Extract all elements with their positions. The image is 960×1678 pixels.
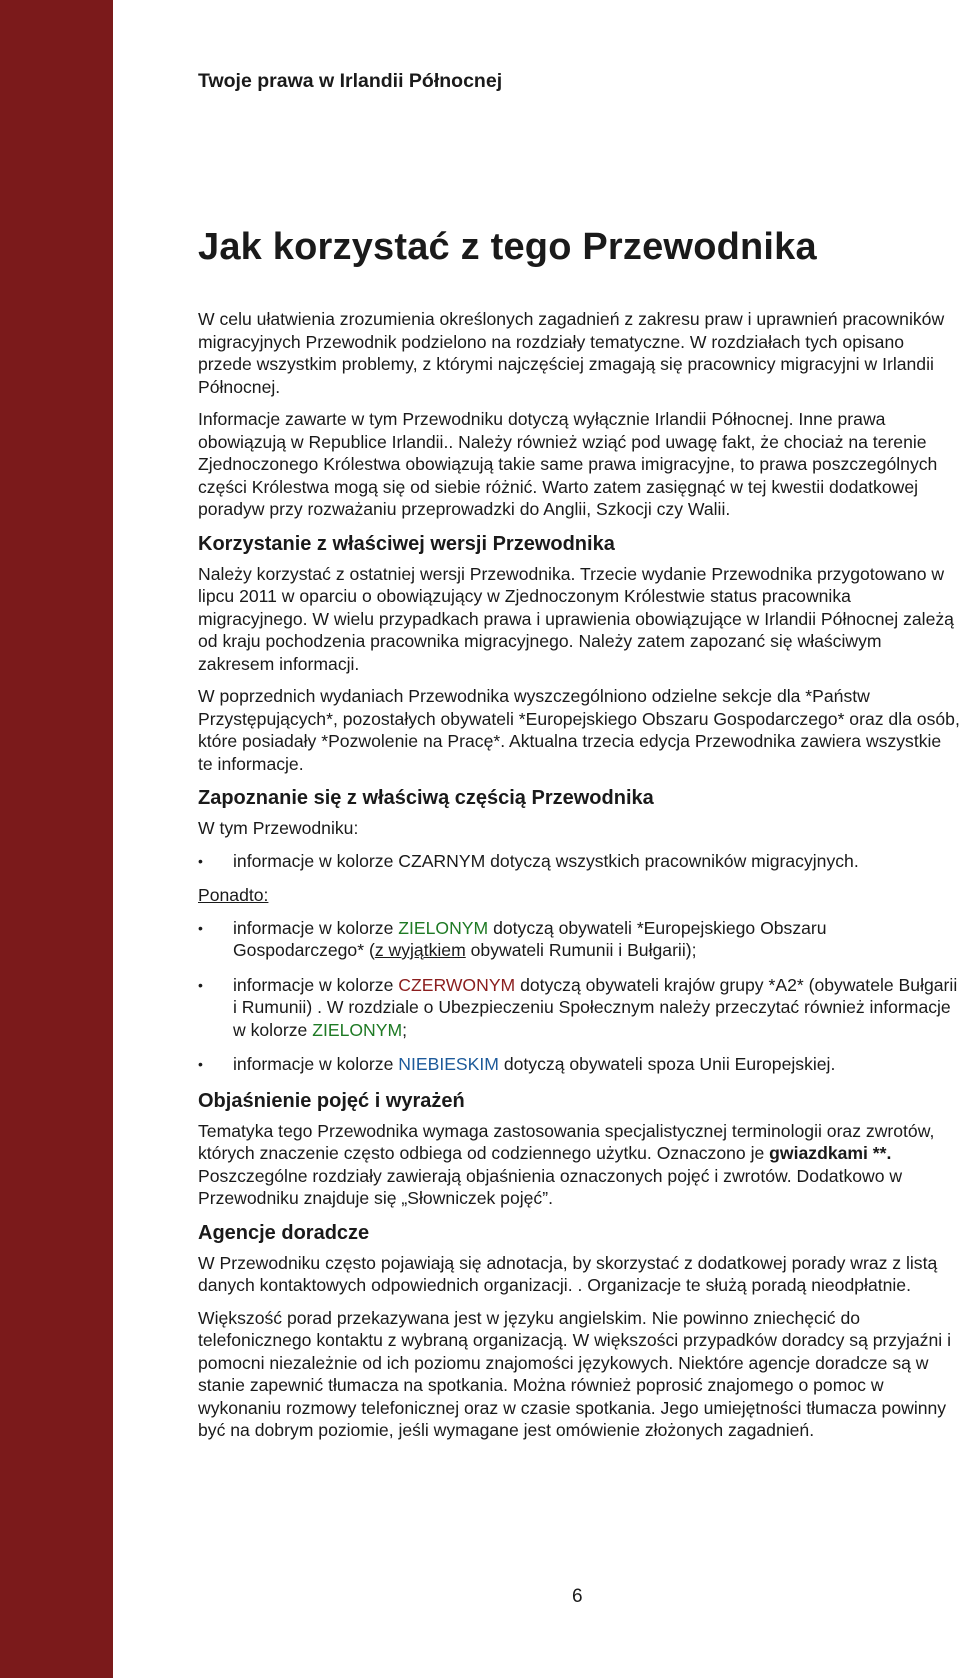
terms-pre: Tematyka tego Przewodnika wymaga zastosowania specjalistycznej terminologii oraz zwrotów, których znaczenie często odbiega od codziennego użytku. Oznaczono je (198, 1120, 935, 1163)
color-word-green: ZIELONYM (398, 917, 489, 938)
section-heading-agencies: Agencje doradcze (198, 1221, 370, 1244)
section-heading-version: Korzystanie z właściwej wersji Przewodnika (198, 532, 615, 555)
intro-paragraph-1: W celu ułatwienia zrozumienia określonych zagadnień z zakresu praw i uprawnień pracowników migracyjnych Przewodnik podzielono na rozdziały tematyczne. W rozdziałach tych opisano przede wszystkim problemy, z którymi najczęściej zmagają się pracownicy migracyjni w Irlandii Północnej. (198, 309, 945, 397)
terms-post: Poszczególne rozdziały zawierają objaśnienia oznaczonych pojęć i zwrotów. Dodatkowo w Przewodniku znajduje się „Słowniczek pojęć”. (198, 1165, 903, 1208)
bullet-icon: • (198, 919, 203, 936)
item-red-post: ; (402, 1019, 408, 1040)
item-red-mid: dotyczą obywateli krajów grupy *A2* (obywatele Bułgarii i Rumunii) . W rozdziale o Ubezpieczeniu Społecznym należy przeczytać również informacje w kolorze (233, 974, 958, 1040)
list-item-blue (198, 1053, 960, 1076)
item-green-mid: dotyczą obywateli *Europejskiego Obszaru Gospodarczego* ( (233, 917, 827, 960)
terms-bold: gwiazdkami **. (769, 1143, 892, 1163)
agencies-paragraph-2: Większość porad przekazywana jest w języku angielskim. Nie powinno zniechęcić do telefonicznego kontaktu z wybraną organizacją. W większości przypadków doradcy są przyjaźni i pomocni niezależnie od ich poziomu znajomości językowych. Niektóre agencje doradcze są w stanie zapewnić tłumacza na spotkania. Można również poprosić znajomego o pomoc w wykonaniu rozmowy telefonicznej oraz w czasie spotkania. Jego umiejętności tłumacza powinny być na dobrym poziomie, jeśli wymagane jest omówienie złożonych zagadnień. (198, 1307, 951, 1440)
page-number: 6 (572, 1586, 583, 1607)
item-blue-post: dotyczą obywateli spoza Unii Europejskiej. (498, 1054, 836, 1074)
color-legend-list (198, 917, 960, 1076)
agencies-paragraph-1: W Przewodniku często pojawiają się adnotacja, by skorzystać z dodatkowej porady wraz z listą danych kontaktowych odpowiednich organizacji. . Organizacje te służą poradą nieodpłatnie. (198, 1252, 938, 1295)
list-item-green (198, 917, 960, 962)
bullet-icon: • (198, 1056, 203, 1072)
part-lead: W tym Przewodniku: (198, 818, 359, 838)
list-item-red (198, 974, 960, 1042)
bullet-icon: • (198, 852, 203, 869)
intro-paragraph-2: Informacje zawarte w tym Przewodniku dotyczą wyłącznie Irlandii Północnej. Inne prawa obowiązują w Republice Irlandii.. Należy również wziąć pod uwagę fakt, że chociaż na terenie Zjednoczonego Królestwa obowiązują takie same prawa imigracyjne, to prawa poszczególnych części Królestwa mogą się od siebie różnić. Warto zatem zasięgnąć w tej kwestii dodatkowej poradyw przy rozważaniu przeprowadzki do Anglii, Szkocji czy Walii. (198, 409, 938, 519)
decorative-sidebar-band (0, 0, 113, 1678)
item-red-pre: informacje w kolorze (233, 974, 399, 995)
item-blue-pre: informacje w kolorze (233, 1054, 399, 1074)
also-label: Ponadto: (198, 885, 269, 905)
bullet-icon: • (198, 976, 203, 993)
item-green-pre: informacje w kolorze (233, 917, 399, 938)
section-heading-terms: Objaśnienie pojęć i wyrażeń (198, 1089, 465, 1112)
running-header: Twoje prawa w Irlandii Północnej (198, 70, 503, 92)
item-black-text: informacje w kolorze CZARNYM dotyczą wszystkich pracowników migracyjnych. (233, 850, 859, 871)
color-word-red: CZERWONYM (398, 974, 516, 995)
terms-paragraph (198, 1120, 960, 1210)
list-item-black (198, 850, 960, 873)
color-word-green: ZIELONYM (312, 1019, 403, 1040)
document-body (198, 308, 960, 1452)
item-green-underlined: z wyjątkiem (374, 940, 466, 960)
item-green-post: obywateli Rumunii i Bułgarii); (465, 940, 697, 960)
version-paragraph-2: W poprzednich wydaniach Przewodnika wyszczególniono odzielne sekcje dla *Państw Przystępujących*, pozostałych obywateli *Europejskiego Obszaru Gospodarczego* oraz dla osób, które posiadały *Pozwolenie na Pracę*. Aktualna trzecia edycja Przewodnika zawiera wszystkie te informacje. (198, 686, 960, 774)
color-word-blue: NIEBIESKIM (398, 1054, 499, 1074)
section-heading-part: Zapoznanie się z właściwą częścią Przewodnika (198, 787, 654, 809)
page-title: Jak korzystać z tego Przewodnika (198, 226, 817, 268)
color-legend-list-general (198, 850, 960, 873)
version-paragraph-1: Należy korzystać z ostatniej wersji Przewodnika. Trzecie wydanie Przewodnika przygotowano w lipcu 2011 w oparciu o obowiązujący w Zjednoczonym Królestwie status pracownika migracyjnego. W wielu przypadkach prawa i uprawienia obowiązujące w Irlandii Północnej zależą od kraju pochodzenia pracownika migracyjnego. Należy zatem zapozanć się właściwym zakresem informacji. (198, 563, 954, 674)
